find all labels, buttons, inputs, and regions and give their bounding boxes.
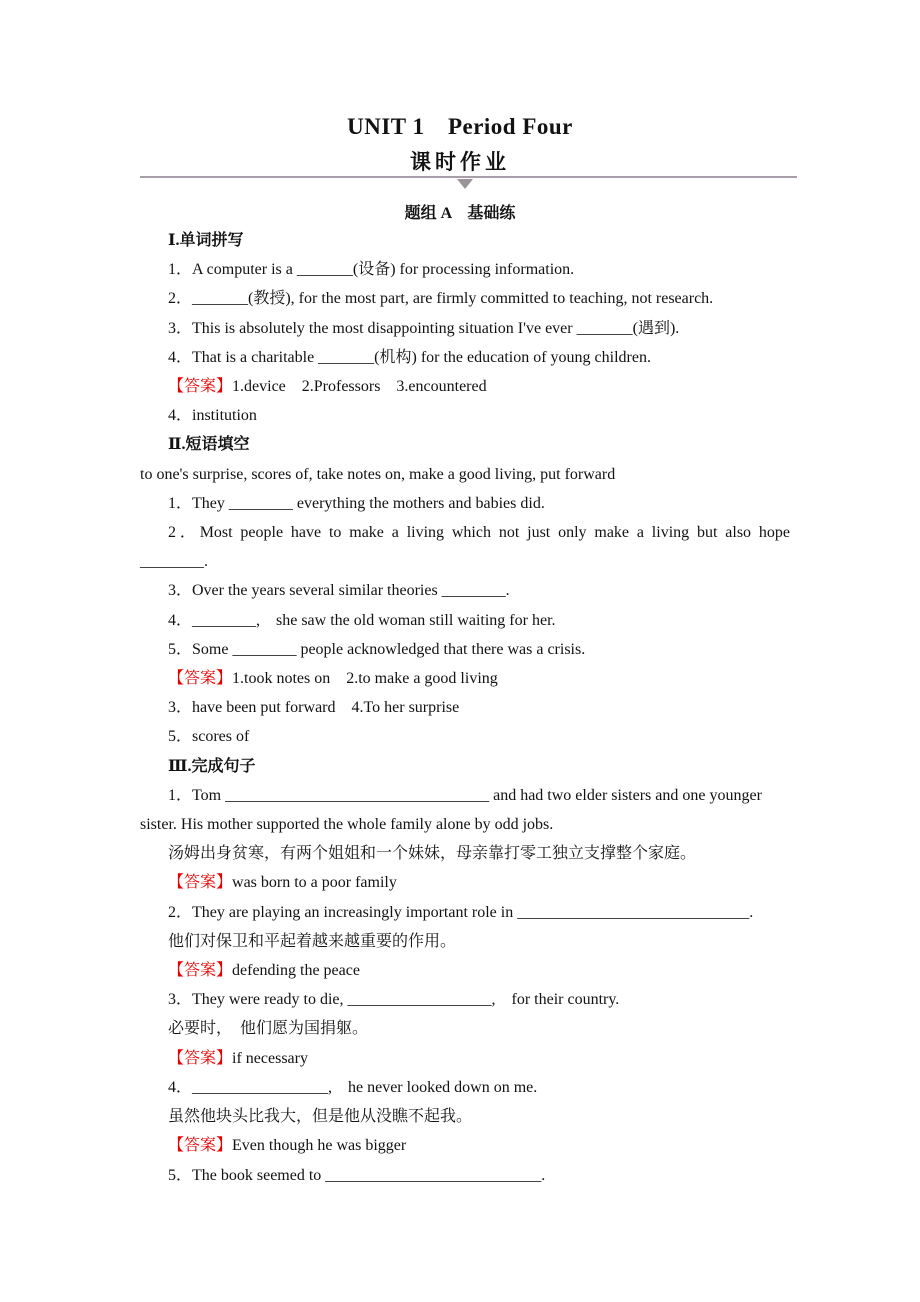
- question-line: 1．A computer is a _______(设备) for processing information.: [168, 261, 575, 279]
- question-line: 4．That is a charitable _______(机构) for the education of young children.: [168, 348, 651, 366]
- question-line: 4．_________________, he never looked down on me.: [168, 1078, 538, 1096]
- answer-line: [140, 372, 790, 401]
- question-line: 2．Most people have to make a living which not just only make a living but also hope: [168, 524, 790, 542]
- answer-text: if necessary: [232, 1049, 308, 1067]
- answer-text: 1.device 2.Professors 3.encountered: [232, 378, 487, 396]
- answer-label: 【答案】: [168, 874, 233, 892]
- question-continuation: sister. His mother supported the whole family alone by odd jobs.: [140, 816, 554, 834]
- question-line: 2．They are playing an increasingly important role in _____________________________.: [168, 903, 754, 921]
- question-line: 1．They ________ everything the mothers and babies did.: [168, 494, 545, 512]
- chinese-translation: 他们对保卫和平起着越来越重要的作用。: [168, 932, 457, 950]
- page-subtitle: 课时作业: [410, 150, 510, 174]
- section1-heading: Ⅰ.单词拼写: [168, 232, 244, 249]
- answer-line: [140, 1131, 790, 1160]
- answer-line: [140, 868, 790, 897]
- question-line: 5．The book seemed to ___________________________.: [168, 1166, 546, 1184]
- answer-label: 【答案】: [168, 378, 233, 396]
- group-header: 题组 A 基础练: [404, 205, 516, 222]
- question-line: 3．They were ready to die, __________________, for their country.: [168, 991, 620, 1009]
- triangle-down-icon: [457, 179, 473, 189]
- divider-line: [140, 176, 797, 178]
- question-line: 3．This is absolutely the most disappointing situation I've ever _______(遇到).: [168, 319, 680, 337]
- worksheet-body: [140, 226, 790, 1190]
- question-line: 3．Over the years several similar theories ________.: [168, 582, 510, 600]
- answer-line: [140, 1044, 790, 1073]
- chinese-translation: 汤姆出身贫寒，有两个姐姐和一个妹妹，母亲靠打零工独立支撑整个家庭。: [168, 845, 697, 863]
- question-continuation: ________.: [140, 553, 208, 571]
- answer-text: defending the peace: [232, 962, 360, 980]
- page-title: UNIT 1 Period Four: [347, 114, 573, 139]
- answer-text: 1.took notes on 2.to make a good living: [232, 670, 498, 688]
- section2-heading: Ⅱ.短语填空: [168, 436, 250, 454]
- question-line: 4．________, she saw the old woman still waiting for her.: [168, 611, 556, 629]
- question-line: 2．_______(教授), for the most part, are firmly committed to teaching, not research.: [168, 290, 714, 308]
- question-line: 5．Some ________ people acknowledged that there was a crisis.: [168, 640, 586, 658]
- answer-label: 【答案】: [168, 1137, 233, 1155]
- word-bank: to one's surprise, scores of, take notes on, make a good living, put forward: [140, 465, 616, 483]
- chinese-translation: 必要时， 他们愿为国捐躯。: [168, 1020, 369, 1038]
- answer-line: 4．institution: [168, 407, 257, 425]
- question-line: 1．Tom _________________________________ and had two elder sisters and one younger: [168, 786, 762, 804]
- chinese-translation: 虽然他块头比我大，但是他从没瞧不起我。: [168, 1108, 473, 1126]
- answer-line: [140, 956, 790, 985]
- answer-text: Even though he was bigger: [232, 1137, 407, 1155]
- answer-line: [140, 664, 790, 693]
- answer-line: 3．have been put forward 4.To her surprise: [168, 699, 460, 717]
- answer-label: 【答案】: [168, 962, 233, 980]
- section3-heading: Ⅲ.完成句子: [168, 757, 256, 775]
- answer-line: 5．scores of: [168, 728, 250, 746]
- answer-text: was born to a poor family: [232, 874, 397, 892]
- answer-label: 【答案】: [168, 670, 233, 688]
- answer-label: 【答案】: [168, 1049, 233, 1067]
